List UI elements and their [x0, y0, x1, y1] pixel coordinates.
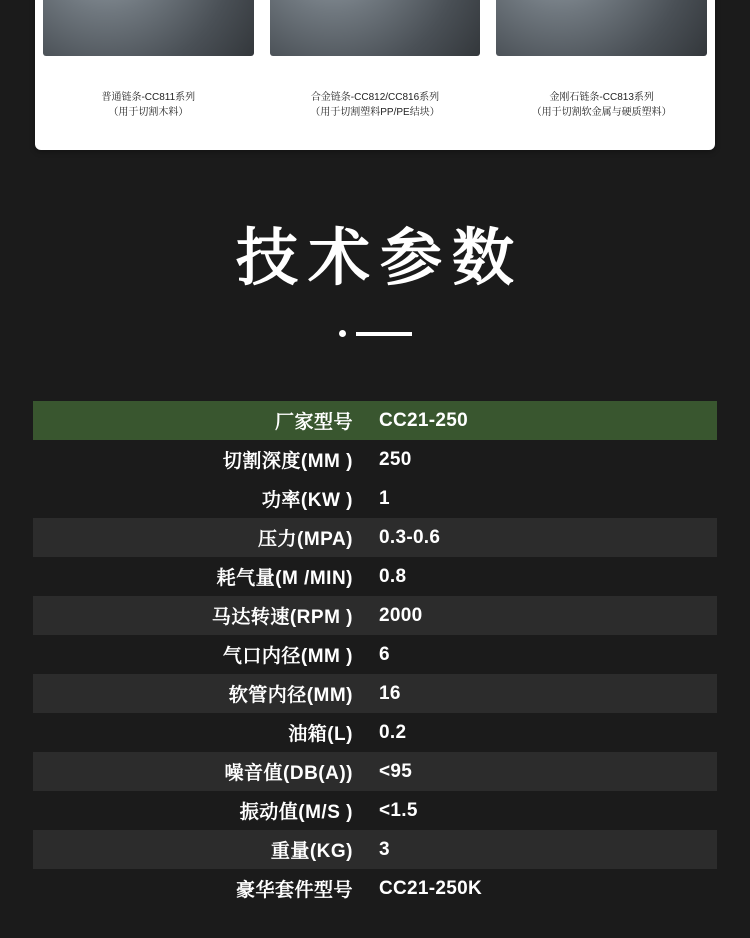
divider-dot-icon: [339, 330, 346, 337]
caption-line-2: （用于切割塑料PP/PE结块）: [310, 107, 440, 118]
caption-line-1: 金刚石链条-CC813系列: [549, 92, 654, 103]
spec-value: 16: [379, 682, 401, 704]
table-row: [33, 791, 717, 830]
caption-line-2: （用于切割软金属与硬质塑料）: [531, 107, 672, 118]
table-row: [33, 557, 717, 596]
spec-label: 厂家型号: [274, 412, 353, 433]
title-divider: [0, 330, 750, 337]
spec-value: <1.5: [379, 799, 418, 821]
product-photo-panel: [35, 0, 715, 150]
spec-value: 0.3-0.6: [379, 526, 441, 548]
spec-value: 0.2: [379, 721, 407, 743]
product-photo-cell: [262, 0, 489, 88]
spec-value: 1: [379, 487, 390, 509]
table-row: [33, 869, 717, 908]
product-photo-cell: [488, 0, 715, 88]
spec-value: 250: [379, 448, 412, 470]
divider-bar-icon: [356, 332, 412, 336]
spec-label: 重量(KG): [270, 841, 353, 862]
spec-label: 软管内径(MM): [228, 685, 353, 706]
specifications-table-body: [33, 401, 717, 908]
product-caption: [262, 88, 489, 150]
spec-label: 压力(MPA): [258, 529, 353, 550]
product-caption-row: [35, 88, 715, 150]
table-row: [33, 518, 717, 557]
spec-label: 气口内径(MM ): [222, 646, 353, 667]
spec-value: CC21-250K: [379, 877, 483, 899]
spec-label: 油箱(L): [288, 724, 353, 745]
product-photo-cell: [35, 0, 262, 88]
spec-label: 噪音值(DB(A)): [224, 763, 353, 784]
caption-line-1: 合金链条-CC812/CC816系列: [310, 92, 440, 103]
table-row: [33, 635, 717, 674]
spec-value: CC21-250: [379, 409, 469, 431]
product-caption: [488, 88, 715, 150]
chain-diamond-icon: [496, 0, 707, 56]
table-row: [33, 596, 717, 635]
table-row: [33, 479, 717, 518]
page-title: 技术参数: [235, 224, 524, 293]
table-row: [33, 440, 717, 479]
caption-line-2: （用于切割木料）: [108, 107, 189, 118]
spec-value: 3: [379, 838, 390, 860]
spec-value: 6: [379, 643, 390, 665]
spec-value: <95: [379, 760, 413, 782]
spec-label: 切割深度(MM ): [222, 451, 353, 472]
table-row: [33, 752, 717, 791]
spec-label: 振动值(M/S ): [239, 802, 353, 823]
table-row: [33, 674, 717, 713]
spec-label: 耗气量(M /MIN): [216, 568, 353, 589]
spec-value: 0.8: [379, 565, 407, 587]
table-row: [33, 830, 717, 869]
spec-label: 功率(KW ): [261, 490, 353, 511]
chain-normal-icon: [43, 0, 254, 56]
table-row-header: [33, 401, 717, 440]
product-photo-row: [35, 0, 715, 88]
spec-label: 豪华套件型号: [235, 880, 353, 901]
section-title-block: [0, 222, 750, 337]
spec-value: 2000: [379, 604, 423, 626]
spec-label: 马达转速(RPM ): [211, 607, 353, 628]
specifications-table: [33, 401, 717, 908]
chain-alloy-icon: [270, 0, 481, 56]
product-caption: [35, 88, 262, 150]
caption-line-1: 普通链条-CC811系列: [101, 92, 196, 103]
table-row: [33, 713, 717, 752]
